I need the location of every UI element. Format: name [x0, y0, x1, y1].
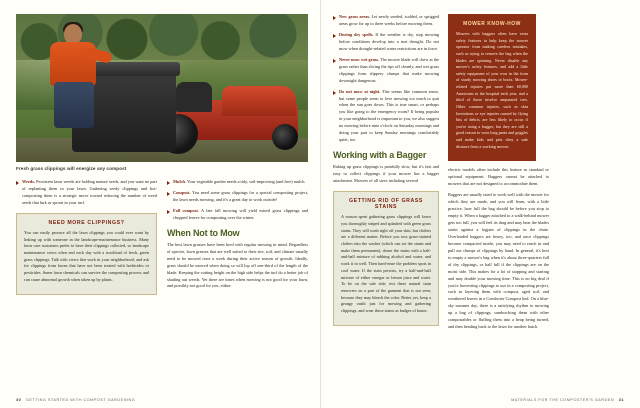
running-head: GETTING STARTED WITH COMPOST GARDENING — [25, 398, 136, 402]
person-graphic — [42, 24, 112, 132]
bullet-text: Persistent lawn weeds are holding mature seeds, and you want no part of replanting them in your lawn. Gathering seedy clippings and hot-composting them is a strategic move toward reducing the number of weed seeds that lurk or sprout in your turf. — [22, 179, 157, 205]
right-column-1 — [333, 14, 439, 335]
need-more-clippings-box — [16, 213, 157, 295]
section-heading-when-not-to-mow: When Not to Mow — [167, 227, 240, 238]
mowing-dont-list — [333, 14, 439, 144]
page-number: 31 — [618, 398, 624, 402]
bullet-text: The mower blade will chew at the grass rather than slicing the tips off cleanly, and wet grass clippings form slippery clumps that make mowing downright dangerous. — [339, 56, 440, 83]
list-item — [167, 190, 308, 204]
list-item — [333, 14, 439, 28]
list-item — [167, 179, 308, 186]
bullet-text: A late fall mowing will yield mixed grass clippings and chopped leaves for composting over the winter. — [173, 207, 309, 220]
mower-front-wheel — [272, 124, 298, 150]
person-pants — [54, 82, 94, 128]
bullet-lead: Fall compost. — [173, 207, 199, 213]
bullet-lead: During dry spells. — [339, 31, 374, 37]
list-item — [333, 57, 439, 85]
sidebar-title: MOWER KNOW-HOW — [463, 21, 521, 27]
list-item — [167, 208, 308, 222]
bullet-lead: Do not mow at night. — [339, 88, 381, 94]
box-paragraph: A season spent gathering grass clippings will leave you thoroughly striped and splashed with green grass stains. They will wash right off your skin, but clothes are a different matter. Before you toss grass-stained clothes into the washer (which can set the stains and make them permanent), douse the stains with a half-and-half mixture of rubbing alcohol and water, and work it in well. Then hard-rinse the problem spots in cool water. If the stain persists, try a half-and-half mixture of either vinegar or lemon juice and water. To be on the safe side, test these natural stain removers on a part of the garment that is not seen, because they may bleach the color. Better yet, keep a grungy outfit just for mowing and gathering clippings, and wear those stains as badges of honor. — [341, 214, 431, 314]
bullet-lead: Compost. — [173, 189, 191, 195]
left-column-2 — [167, 179, 308, 295]
bullet-lead: New grass areas. — [339, 14, 371, 19]
uses-bullet-list — [167, 179, 308, 222]
box-paragraph: You can easily procure all the lawn clippings you could ever want by linking up with someone in the landscape-maintenance business. Many lawn care customers prefer to have their clippings collected, so landscape maintenance crews often end each day with a truckload of fresh, green grass clippings. Talk with crews that work in your neighborhood, and ask for clippings from lawns that have not been treated with herbicides or pesticides. Some lawn chemicals can survive the composting process and can cause abnormal growth when taken up by plants. — [24, 229, 149, 282]
getting-rid-of-grass-stains-box — [333, 191, 439, 326]
mower-hood — [222, 86, 296, 116]
mower-seat — [176, 82, 212, 112]
right-page — [320, 0, 640, 408]
body-paragraph: Raking up grass clippings is painfully slow, but it's fast and easy to collect clippings if your mower has a bagger attachment. Mowers of all sizes including several — [333, 164, 439, 184]
box-title: NEED MORE CLIPPINGS? — [48, 219, 125, 226]
bullet-text: This seems like common sense, but some people seem to love mowing too much to quit when the sun goes down. This is true smart, or perhaps you like going to the emergency room? If being popular in your neighborhood is important to you, we also suggest no mowing before nine o'clock on Saturday mornings and doing your part to keep Sunday mornings comfortably quiet, too. — [339, 88, 440, 143]
list-item — [333, 32, 439, 53]
box-title: GETTING RID OF GRASS STAINS — [349, 198, 423, 211]
right-column-2 — [448, 14, 549, 335]
lawn-mower-photo — [16, 14, 308, 162]
page-number: 30 — [16, 398, 22, 402]
running-head: MATERIALS FOR THE COMPOSTER'S GARDEN — [511, 398, 615, 402]
sidebar-paragraph: Mowers with baggers often have extra safety features to help keep the mower operator from making careless mistakes, such as trying to remove the bag when the blades are spinning. Never disable any mower's safety features, and add a little safety equipment of your own in the form of sturdy mowing shoes or boots. Mower-related injuries put more than 60,000 Americans in the hospital each year, and a third of those involve amputated toes. Other common injuries, such as skin lacerations or eye injuries caused by flying bits of debris, are less likely to occur if you're using a bagger, but they are still a good reason to wear long pants and goggles and make kids and pets obey a safe distance from a working mower. — [456, 31, 528, 149]
left-page-columns — [16, 179, 308, 295]
person-head — [64, 24, 82, 44]
right-page-footer — [511, 398, 624, 402]
left-column-1 — [16, 179, 157, 295]
photo-background — [16, 14, 308, 162]
section-heading-working-with-a-bagger: Working with a Bagger — [333, 150, 427, 161]
list-item — [333, 89, 439, 145]
bullet-text: Let newly seeded, sodded, or sprigged areas grow for up to three weeks before mowing them. — [339, 14, 440, 26]
bullet-lead: Weeds. — [22, 179, 36, 184]
mower-know-how-sidebar — [448, 14, 536, 161]
left-page-footer — [16, 398, 135, 402]
bullet-text: Your vegetable garden needs a tidy, soil-improving (and free) mulch. — [186, 179, 306, 184]
weeds-bullet-list — [16, 179, 157, 207]
body-paragraph: electric models often include this feature as standard or optional equipment. Baggers cannot be attached to mowers that are not designed to accommodate them. — [448, 167, 549, 187]
bullet-lead: Mulch. — [173, 179, 187, 184]
body-paragraph: Baggers are usually rated to work well with the mower for which they are made, and you will learn, with a little practice, how full the bag should be before you stop to empty it. When a bagger attached to a walk-behind mower gets too full, you will feel its drag and may hear the blades strain against a logjam of clippings in the chute. Overloaded baggers are heavy, too, and once clippings become compacted inside, you may need to reach in and pull out clumps of clippings by hand. In general, it's best to empty a mower's bag when it's about three-quarters full of dry clippings, or half full if the clippings are on the moist side. This makes for a lot of stopping and starting and may double your mowing time. This is no big deal if you're harvesting clippings to use in a composting project, such as layering them with compost, aged soil, and weathered leaves in a Comforter Compost bed. On a blue-sky summer day, there is a satisfying rhythm to mowing up a bag of clippings, sandwiching them with other compostables or fluffing them into a heap being turned, and then heading back to the lawn for another batch. — [448, 192, 549, 330]
body-paragraph: The best lawn grasses have been bred with regular mowing in mind. Regardless of species, lawn grasses that are well suited to their site, soil, and climate usually need to be mowed once a week during their active season of growth. Ideally, grass should be mowed when doing so will lop off one-third of the length of the blade. Keeping the cutting height on the high side helps the turf do a better job of shading out weeds. Yet there are times when mowing is not good for your lawn, and possibly not good for you, either: — [167, 241, 308, 289]
list-item — [16, 179, 157, 207]
bullet-lead: Never mow wet grass. — [339, 56, 380, 62]
bullet-text: You need some grass clippings for a special composting project, the lawn needs mowing, and it's a great day to work outside! — [173, 189, 308, 202]
bullet-text: If the weather is dry, stop mowing before conditions develop into a true drought. Do not mow when drought-related water restrictions are in force. — [339, 31, 439, 51]
right-page-top — [333, 14, 624, 335]
photo-caption: Fresh grass clippings will energize any compost — [16, 166, 127, 171]
